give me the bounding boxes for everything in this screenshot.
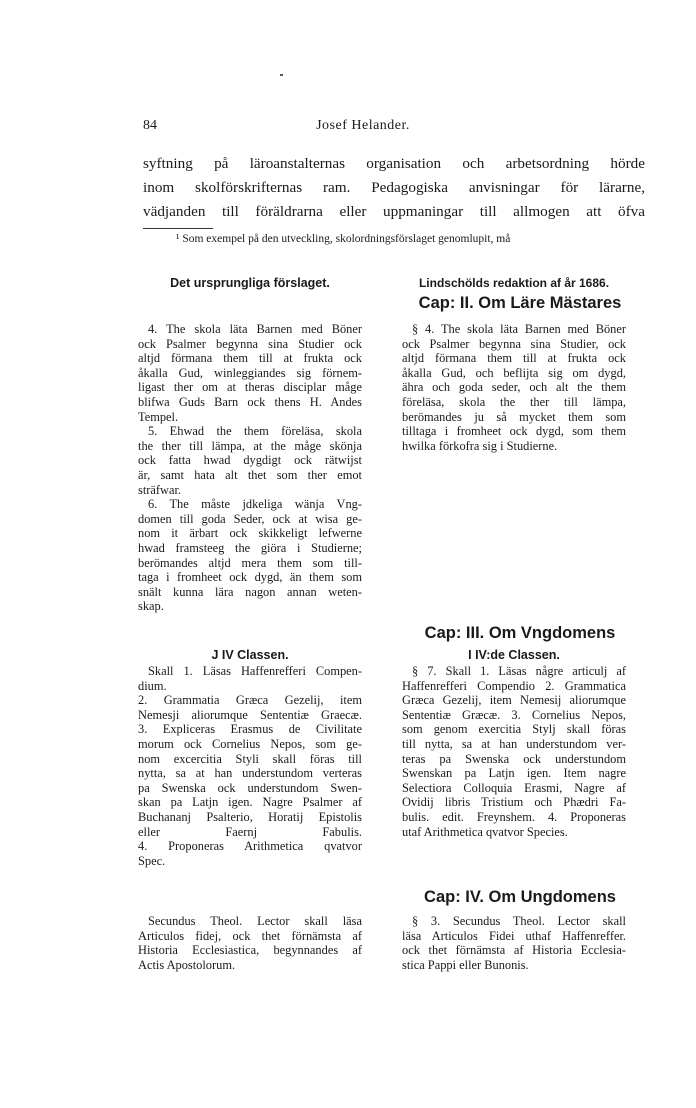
paragraph bbox=[138, 914, 362, 972]
text-line: stica Pappi eller Bunonis. bbox=[402, 957, 529, 972]
text-line: Haffenrefferi Compendio 2. Grammatica bbox=[402, 678, 626, 693]
text-line: berömandes ju så mycket them som bbox=[402, 409, 626, 424]
right-column-heading: Lindschölds redaktion af år 1686. bbox=[418, 276, 610, 290]
text-line: altjd förmana them till at frukta ock bbox=[402, 351, 626, 366]
paragraph bbox=[138, 424, 362, 497]
text-line: är, samt hata alt thet som ther emot bbox=[138, 467, 362, 482]
text-line: ligast ther om at theras disciplar måge bbox=[138, 380, 362, 395]
text-line: § 3. Secundus Theol. Lector skall bbox=[412, 914, 626, 928]
text-line: utaf Arithmetica qvatvor Species. bbox=[402, 824, 568, 839]
text-line: nom excercitia Styli skall föras till bbox=[138, 751, 362, 766]
text-line: 5. Ehwad the them föreläsa, skola bbox=[148, 424, 362, 439]
body-line: vädjanden till föräldrarna eller uppmaningar till allmogen att öfva bbox=[143, 203, 645, 220]
text-line: Tempel. bbox=[138, 409, 179, 424]
text-line: ock Psalmer begynna sina Studier, ock bbox=[402, 336, 626, 351]
text-line: Selectiora Colloquia Erasmi, Nagre af bbox=[402, 780, 626, 795]
running-head: Josef Helander. bbox=[316, 118, 410, 133]
text-line: Spec. bbox=[138, 853, 166, 868]
right-column-block-1 bbox=[402, 322, 626, 453]
page-number: 84 bbox=[143, 118, 157, 133]
chapter-heading-3: Cap: III. Om Vngdomens bbox=[424, 624, 616, 642]
text-line: Skall 1. Läsas Haffenrefferi Compen- bbox=[148, 664, 362, 678]
text-line: blifwa Guds Barn ock thens H. Andes bbox=[138, 394, 362, 409]
text-line: Ovidij libris Tristium och Phædri Fa- bbox=[402, 795, 626, 810]
text-line: skap. bbox=[138, 599, 164, 614]
right-class-heading: I IV:de Classen. bbox=[468, 648, 560, 662]
text-line: bulis. edit. Freynshem. 4. Proponeras bbox=[402, 809, 626, 824]
text-line: skan pa Latjn igen. Nagre Psalmer af bbox=[138, 795, 362, 810]
text-line: 6. The måste jdkeliga wänja Vng- bbox=[148, 497, 362, 512]
paragraph bbox=[138, 322, 362, 424]
paragraph bbox=[402, 914, 626, 972]
text-line: 4. Proponeras Arithmetica qvatvor bbox=[138, 839, 362, 854]
right-column-block-2 bbox=[402, 664, 626, 839]
text-line: Buchananj Psalterio, Horatij Epistolis bbox=[138, 809, 362, 824]
left-column-block-2 bbox=[138, 664, 362, 868]
text-line: eller Faernj Fabulis. bbox=[138, 824, 362, 839]
text-line: läsa Articulos Fidei uthaf Haffenreffer. bbox=[402, 928, 626, 943]
text-line: dium. bbox=[138, 678, 167, 693]
footnote-rule bbox=[143, 228, 213, 229]
left-column-block-3 bbox=[138, 914, 362, 972]
paragraph bbox=[138, 664, 362, 868]
body-text bbox=[143, 152, 645, 224]
footnote: ¹ Som exempel på den utveckling, skolordningsförslaget genomlupit, må bbox=[176, 233, 511, 245]
text-line: nom it ärbart ock skikkeligt lefwerne bbox=[138, 526, 362, 541]
text-line: Historia Ecclesiastica, begynnandes af bbox=[138, 943, 362, 958]
text-line: Actis Apostolorum. bbox=[138, 957, 236, 972]
printer-mark bbox=[280, 74, 283, 76]
page-header bbox=[143, 118, 583, 138]
text-line: föreläsa, skola the ther till lämpa, bbox=[402, 394, 626, 409]
text-line: 4. The skola läta Barnen med Böner bbox=[148, 322, 362, 336]
text-line: ock thet förnämsta af Historia Ecclesia- bbox=[402, 943, 626, 958]
paragraph bbox=[402, 664, 626, 839]
text-line: 3. Expliceras Erasmus de Civilitate bbox=[138, 722, 362, 737]
text-line: Articulos fidej, ock thet förnämsta af bbox=[138, 928, 362, 943]
chapter-heading-2: Cap: II. Om Läre Mästares bbox=[418, 294, 622, 312]
text-line: ock Psalmer begynna sina Studier ock bbox=[138, 336, 362, 351]
text-line: till nytta, sa at han understundom ver- bbox=[402, 736, 626, 751]
text-line: altjd förmana them till at frukta ock bbox=[138, 351, 362, 366]
text-line: åkalla Gud, winleggiandes sig förnem- bbox=[138, 365, 362, 380]
text-line: nytta, sa at han understundom verteras bbox=[138, 766, 362, 781]
text-line: the ther till lämpa, at the måge skönja bbox=[138, 438, 362, 453]
paragraph bbox=[402, 322, 626, 453]
text-line: berömandes altjd mera them som till- bbox=[138, 555, 362, 570]
chapter-heading-4: Cap: IV. Om Ungdomens bbox=[424, 888, 616, 906]
text-line: domen till goda Seder, ock at wisa ge- bbox=[138, 511, 362, 526]
text-line: som genom exercitia Stylj skall föras bbox=[402, 722, 626, 737]
text-line: snält kunna lära nagon annan weten- bbox=[138, 584, 362, 599]
text-line: 2. Grammatia Græca Gezelij, item bbox=[138, 693, 362, 708]
left-column-heading: Det ursprungliga förslaget. bbox=[170, 276, 330, 290]
left-column-block-1 bbox=[138, 322, 362, 614]
text-line: Swenskan pa Latjn igen. Item nagre bbox=[402, 766, 626, 781]
text-line: Sententiæ Græcæ. 3. Cornelius Nepos, bbox=[402, 707, 626, 722]
text-line: Nemesji aliorumque Sententiæ Graecæ. bbox=[138, 707, 362, 722]
text-line: hwilka förkofra sig i Studierne. bbox=[402, 438, 558, 453]
text-line: ock fatta hwad dygdigt ock rätwijst bbox=[138, 453, 362, 468]
text-line: Græca Gezelij, item Nemesij aliorumque bbox=[402, 693, 626, 708]
text-line: teras pa Swenska ock understundom bbox=[402, 751, 626, 766]
text-line: taga i fromheet ock dygd, än them som bbox=[138, 570, 362, 585]
right-column-block-3 bbox=[402, 914, 626, 972]
left-class-heading: J IV Classen. bbox=[211, 648, 289, 662]
text-line: pa Swenska ock understundom Swen- bbox=[138, 780, 362, 795]
text-line: ähra och goda seder, och alt the them bbox=[402, 380, 626, 395]
text-line: § 7. Skall 1. Läsas någre articulj af bbox=[412, 664, 626, 678]
text-line: tilltaga i fromheet ock dygd, som them bbox=[402, 424, 626, 439]
text-line: hwad framsteeg the giöra i Studierne; bbox=[138, 540, 362, 555]
body-line: syftning på läroanstalternas organisation och arbetsordning hörde bbox=[143, 155, 645, 172]
text-line: § 4. The skola läta Barnen med Böner bbox=[412, 322, 626, 336]
text-line: morum ock Cornelius Nepos, som ge- bbox=[138, 736, 362, 751]
text-line: Secundus Theol. Lector skall läsa bbox=[148, 914, 362, 928]
text-line: sträfwar. bbox=[138, 482, 182, 497]
paragraph bbox=[138, 497, 362, 614]
body-line: inom skolförskrifternas ram. Pedagogiska anvisningar för lärarne, bbox=[143, 179, 645, 196]
text-line: åkalla Gud, och beflijta sig om dygd, bbox=[402, 365, 626, 380]
